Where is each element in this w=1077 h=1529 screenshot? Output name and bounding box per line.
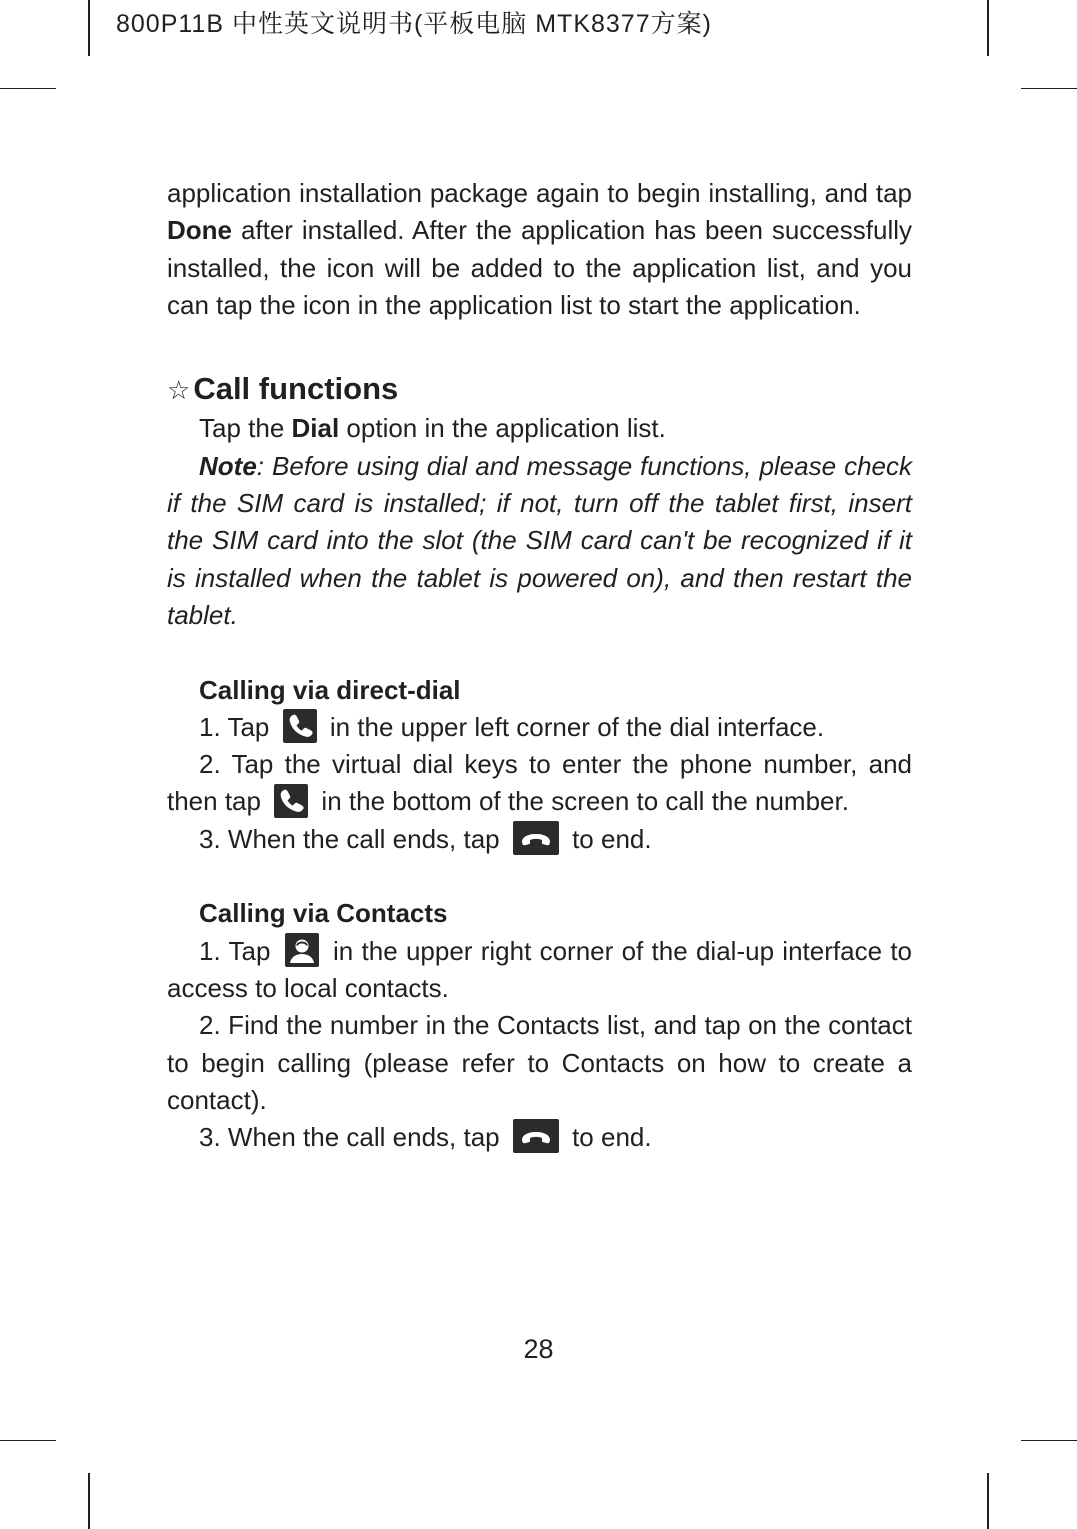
subsection-title-contacts: Calling via Contacts	[199, 898, 448, 929]
crop-mark	[1021, 1440, 1077, 1441]
done-label: Done	[167, 215, 232, 246]
crop-mark	[987, 1473, 989, 1529]
text: to end.	[564, 823, 652, 854]
end-call-icon	[513, 1119, 559, 1153]
crop-mark	[1021, 88, 1077, 89]
text: 3. When the call ends, tap	[199, 823, 507, 854]
contacts-step-3	[167, 1119, 912, 1156]
text: 3. When the call ends, tap	[199, 1122, 507, 1153]
text: to end.	[564, 1122, 652, 1153]
note-text: : Before using dial and message functions, please check if the SIM card is installed; if not, turn off the tablet first, insert the SIM card into the slot (the SIM card can't be recognized if it is installed when the tablet is powered on), and then restart the tablet.	[167, 450, 912, 630]
end-call-icon	[513, 821, 559, 855]
crop-mark	[88, 1473, 90, 1529]
dial-label: Dial	[291, 413, 340, 444]
text: 1. Tap	[199, 711, 277, 742]
crop-mark	[987, 0, 989, 56]
intro-paragraph	[167, 175, 912, 324]
text: option in the application list.	[339, 413, 666, 444]
star-icon: ☆	[167, 375, 191, 406]
page-number: 28	[523, 1334, 554, 1364]
note-paragraph	[167, 448, 912, 634]
subsection-title-direct-dial: Calling via direct-dial	[199, 674, 461, 705]
text: Tap the	[199, 413, 292, 444]
contact-icon	[285, 933, 319, 967]
crop-mark	[0, 1440, 56, 1441]
text: in the bottom of the screen to call the number.	[314, 786, 849, 817]
text: 1. Tap	[199, 935, 279, 966]
contacts-step-2: 2. Find the number in the Contacts list, and tap on the contact to begin calling (please refer to Contacts on how to create a contact).	[167, 1010, 912, 1115]
section-title-text: Call functions	[193, 371, 399, 407]
note-label: Note	[199, 450, 257, 481]
crop-mark	[0, 88, 56, 89]
direct-dial-step-2	[167, 746, 912, 821]
contacts-step-1	[167, 933, 912, 1008]
section-title-call-functions	[167, 369, 912, 410]
dial-instruction	[167, 410, 912, 447]
text: in the upper right corner of the dial-up interface to access to local contacts.	[167, 935, 913, 1003]
intro-text: application installation package again to begin installing, and tap	[167, 178, 912, 208]
text: in the upper left corner of the dial interface.	[322, 711, 825, 742]
crop-mark	[88, 0, 90, 56]
document-header: 800P11B 中性英文说明书(平板电脑 MTK8377方案)	[116, 10, 712, 38]
phone-icon	[274, 784, 308, 818]
direct-dial-step-1	[167, 709, 912, 746]
text: 2. Tap the virtual dial keys to enter the phone number, and then tap	[167, 749, 912, 817]
phone-icon	[283, 709, 317, 743]
page-content	[167, 175, 912, 1156]
intro-text-after: after installed. After the application has been successfully installed, the icon will be added to the application list, and you can tap the icon in the application list to start the application.	[167, 215, 912, 320]
direct-dial-step-3	[167, 821, 912, 858]
